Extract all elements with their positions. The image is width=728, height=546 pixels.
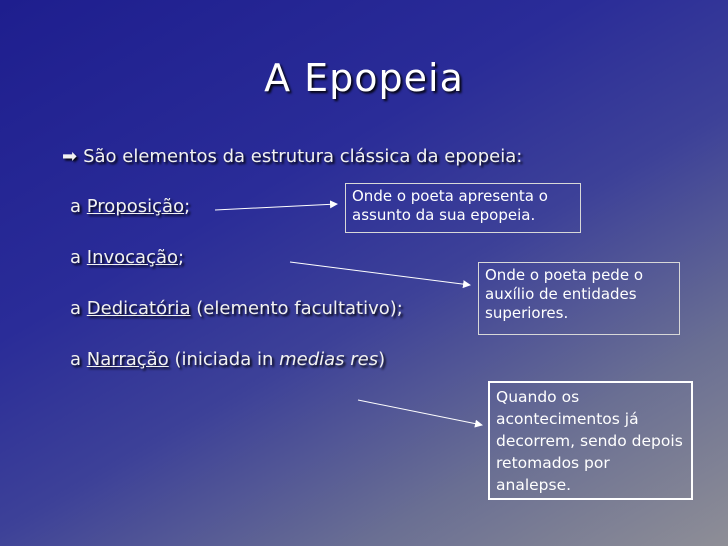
callout-proposicao: Onde o poeta apresenta o assunto da sua epopeia. [345,183,581,233]
item-prefix: a [70,247,87,268]
item-prefix: a [70,298,87,319]
item-note-end: ) [378,349,386,370]
arrow-narracao [358,400,482,425]
item-note: (iniciada in [168,349,280,370]
item-suffix: ; [184,196,191,217]
term-link[interactable]: Invocação [86,247,179,268]
item-prefix: a [70,196,87,217]
item-prefix: a [70,349,87,370]
item-suffix: (elemento facultativo); [190,298,403,319]
item-note-italic: medias res [279,349,379,370]
item-suffix: ; [178,247,185,268]
term-link[interactable]: Proposição [86,196,185,217]
callout-invocacao: Onde o poeta pede o auxílio de entidades superiores. [478,262,680,335]
slide-title: A Epopeia [264,56,464,100]
arrow-invocacao [290,262,470,285]
arrow-proposicao [215,204,337,210]
term-link[interactable]: Narração [86,349,169,370]
bullet-text: São elementos da estrutura clássica da epopeia: [83,146,523,167]
callout-narracao: Quando os acontecimentos já decorrem, sendo depois retomados por analepse. [488,381,693,500]
term-link[interactable]: Dedicatória [86,298,191,319]
right-arrow-icon: ➡ [62,146,78,167]
